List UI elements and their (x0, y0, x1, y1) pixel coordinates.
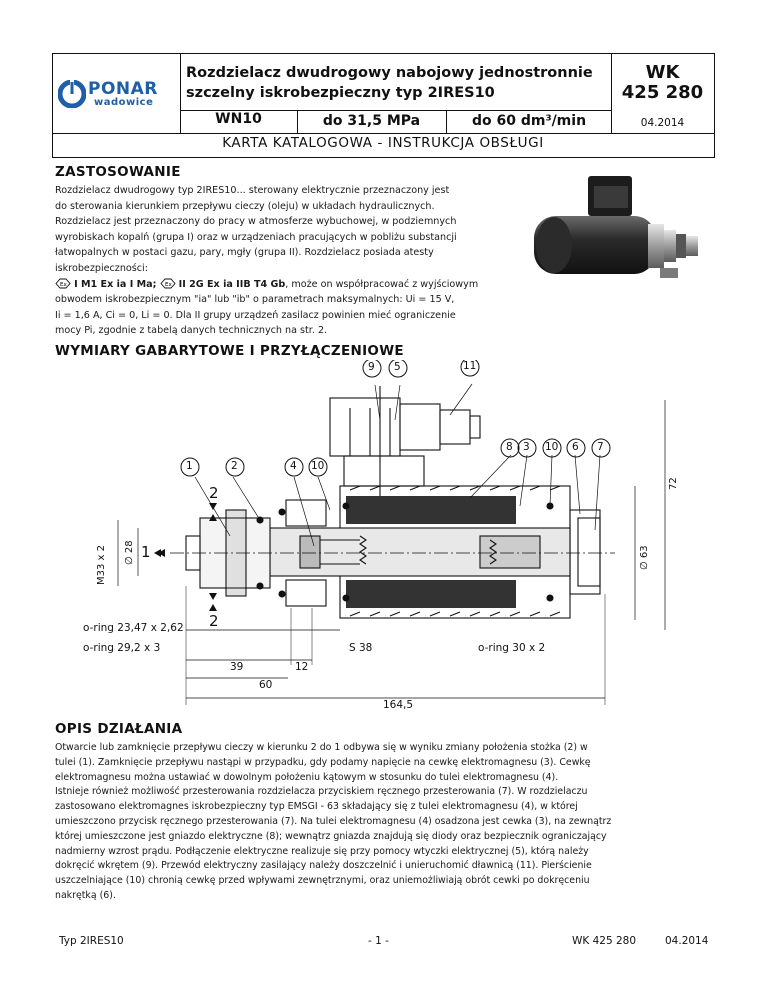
max-flow-unit: dm³/min (520, 113, 587, 129)
logo-subtext: wadowice (94, 97, 154, 108)
application-text (55, 183, 525, 339)
port-2-bottom: 2 (209, 612, 219, 630)
text-line: elektromagnesu można ustawiać w dowolnym położeniu kątowym w stosunku do tulei elektromagnesu (4). (55, 771, 559, 783)
text-line: tulei (1). Zamknięcie przepływu nastąpi w przypadku, gdy podamy napięcie na cewkę elektromagnesu (3). Cewkę (55, 756, 591, 768)
callout-6: 6 (572, 441, 579, 453)
oring-label-3: o-ring 30 x 2 (478, 642, 546, 654)
text-line: uszczelniające (10) chronią cewkę przed wpływami zewnętrznymi, oraz uniemożliwiają obrót cewki po dokręceniu (55, 875, 590, 887)
callout-10: 10 (545, 441, 559, 453)
callout-1: 1 (186, 460, 193, 472)
section-heading-operation: OPIS DZIAŁANIA (55, 721, 183, 737)
header-date: 04.2014 (640, 117, 685, 129)
max-flow (446, 113, 612, 129)
callout-10: 10 (311, 460, 325, 472)
doc-code-line1: WK (645, 62, 680, 83)
footer-doc-code: WK 425 280 (572, 935, 637, 947)
ex-mark-icon (160, 278, 176, 289)
dim-thread: M33 x 2 (96, 545, 107, 585)
text-line: obwodem iskrobezpiecznym "ia" lub "ib" o parametrach maksymalnych: Ui = 15 V, (55, 294, 455, 306)
port-1: 1 (141, 543, 151, 561)
text-line: do sterowania kierunkiem przepływu cieczy (oleju) w układach hydraulicznych. (55, 200, 435, 212)
callout-5: 5 (394, 361, 401, 373)
max-pressure: do 31,5 MPa (322, 113, 421, 129)
dimension-drawing (50, 360, 690, 715)
text-line: umieszczono przycisk ręcznego przesterowania (7). Na tulei elektromagnesu (4) osadzona jest cewka (3), na zewnątrz (55, 815, 612, 827)
text-line: wyrobiskach kopalń (grupa I) oraz w urządzeniach pracujących w pobliżu substancji (55, 231, 457, 243)
operation-text (55, 741, 715, 904)
text-line: Istnieje również możliwość przesterowania rozdzielacza przyciskiem ręcznego przesterowania (7). W rozdzielaczu (55, 786, 588, 798)
nominal-size: WN10 (215, 111, 262, 127)
text-line: której umieszczone jest gniazdo elektryczne (8); wewnątrz gniazda znajdują się diody oraz bezpiecznik ograniczający (55, 830, 607, 842)
callout-7: 7 (597, 441, 604, 453)
footer-date: 04.2014 (665, 935, 709, 947)
svg-text:Ex: Ex (164, 282, 172, 289)
text-line: iskrobezpieczności: (55, 262, 148, 274)
text-line: mocy Pi, zgodnie z tabelą danych technicznych na str. 2. (55, 325, 328, 337)
text-line: łatwopalnych w postaci gazu, pary, mgły (grupa II). Rozdzielacz posiada atesty (55, 247, 434, 259)
text-line: nadmierny wzrost prądu. Podłączenie elektryczne realizuje się przy pomocy wtyczki elektrycznej (5), którą należy (55, 845, 589, 857)
doc-code-line2: 425 280 (621, 82, 704, 103)
text-line: Ii = 1,6 A, Ci = 0, Li = 0. Dla II grupy urządzeń zasilacz powinien mieć ograniczenie (55, 309, 456, 321)
dim-d28: ∅ 28 (124, 540, 135, 565)
atex-group-ii: II 2G Ex ia IIB T4 Gb (178, 278, 286, 290)
dim-164: 164,5 (383, 699, 414, 711)
dim-39: 39 (230, 661, 244, 673)
wrench-size: S 38 (349, 642, 373, 654)
product-photo (528, 172, 706, 290)
callout-4: 4 (290, 460, 297, 472)
section-heading-dimensions: WYMIARY GABARYTOWE I PRZYŁĄCZENIOWE (55, 343, 404, 359)
section-heading-application: ZASTOSOWANIE (55, 164, 181, 180)
svg-text:Ex: Ex (60, 282, 67, 289)
dim-72: 72 (668, 477, 679, 490)
text-line: , może on współpracować z wyjściowym (285, 278, 479, 290)
atex-group-i: I M1 Ex ia I Ma; (74, 278, 157, 290)
text-line: Rozdzielacz dwudrogowy typ 2IRES10... sterowany elektrycznie przeznaczony jest (55, 185, 450, 196)
callout-2: 2 (231, 460, 238, 472)
oring-label-2: o-ring 29,2 x 3 (83, 642, 161, 654)
dim-60: 60 (259, 679, 273, 691)
atex-line (55, 277, 525, 293)
callout-3: 3 (523, 441, 530, 453)
callout-11: 11 (463, 360, 477, 372)
footer-page-number: - 1 - (368, 935, 389, 947)
logo-text: PONAR (88, 79, 158, 99)
dim-d63: ∅ 63 (639, 545, 650, 570)
text-line: dokręcić wkrętem (9). Przewód elektryczny zasilający należy doszczelnić i unieruchomić dławnicą (11). Pierścienie (55, 860, 592, 872)
callout-9: 9 (368, 361, 375, 373)
doc-title-line1: Rozdzielacz dwudrogowy nabojowy jednostronnie (186, 65, 593, 81)
max-flow-value: do 60 (471, 113, 516, 129)
ponar-logo (58, 80, 178, 110)
ex-mark-icon (55, 278, 71, 289)
section-drawing (50, 360, 690, 715)
text-line: zastosowano elektromagnes iskrobezpieczny typ EMSGI - 63 składający się z tulei elektromagnesu (4), w której (55, 801, 578, 813)
doc-title-line2: szczelny iskrobezpieczny typ 2IRES10 (186, 85, 495, 101)
text-line: nakrętką (6). (55, 889, 116, 901)
port-2-top: 2 (209, 484, 219, 502)
ponar-logo-icon (58, 80, 86, 108)
oring-label-1: o-ring 23,47 x 2,62 (83, 622, 184, 634)
doc-subtitle: KARTA KATALOGOWA - INSTRUKCJA OBSŁUGI (222, 135, 544, 151)
footer-type: Typ 2IRES10 (59, 935, 124, 947)
text-line: Rozdzielacz jest przeznaczony do pracy w atmosferze wybuchowej, w podziemnych (55, 216, 457, 228)
callout-8: 8 (506, 441, 513, 453)
text-line: Otwarcie lub zamknięcie przepływu cieczy w kierunku 2 do 1 odbywa się w wyniku zmiany położenia stożka (2) w (55, 742, 588, 753)
dim-12: 12 (295, 661, 309, 673)
